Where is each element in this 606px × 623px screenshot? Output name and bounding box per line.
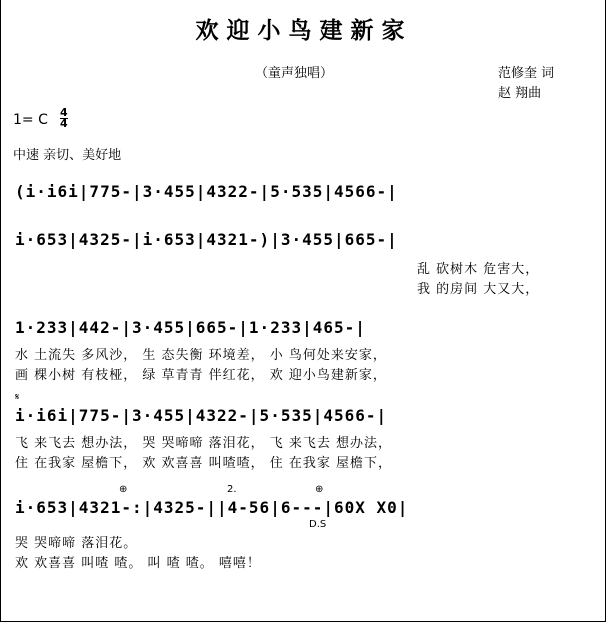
- song-subtitle: （童声独唱）: [255, 66, 334, 81]
- lyric-line-5b: 欢 欢喜喜 叫喳 喳。 叫 喳 喳。 嘻嘻！: [15, 556, 261, 571]
- song-title: 欢迎小鸟建新家: [195, 17, 413, 44]
- time-signature-bottom: 4: [60, 117, 68, 130]
- second-ending-mark: 2.: [227, 484, 237, 495]
- ds-marking: D.S: [309, 519, 327, 530]
- notation-line-1: (i·i6i|775-|3·455|4322-|5·535|4566-|: [15, 182, 398, 201]
- lyricist-credit: 范修奎 词: [498, 66, 555, 81]
- lyric-line-5a: 哭 哭啼啼 落泪花。: [15, 536, 138, 551]
- time-signature-top: 4: [60, 106, 68, 119]
- lyric-line-2b: 我 的房间 大又大，: [417, 282, 540, 297]
- lyric-line-2a: 乱 砍树木 危害大，: [417, 262, 540, 277]
- notation-line-2: i·653|4325-|i·653|4321-)|3·455|665-|: [15, 230, 398, 249]
- composer-credit: 赵 翔曲: [498, 86, 542, 101]
- lyric-line-4b: 住 在我家 屋檐下， 欢 欢喜喜 叫喳喳， 住 在我家 屋檐下，: [15, 456, 393, 471]
- notation-line-5: i·653|4321-:|4325-||4-56|6---|60X X0|: [15, 498, 409, 517]
- notation-line-4: i·i6i|775-|3·455|4322-|5·535|4566-|: [15, 406, 388, 425]
- coda-sign-2: ⊕: [315, 484, 324, 495]
- tempo-marking: 中速 亲切、美好地: [13, 148, 122, 163]
- segno-sign: 𝄋: [15, 392, 20, 403]
- coda-sign: ⊕: [119, 484, 128, 495]
- lyric-line-3b: 画 棵小树 有枝桠， 绿 草青青 伴红花， 欢 迎小鸟建新家，: [15, 368, 387, 383]
- lyric-line-4a: 飞 来飞去 想办法， 哭 哭啼啼 落泪花， 飞 来飞去 想办法，: [15, 436, 393, 451]
- lyric-line-3a: 水 土流失 多风沙， 生 态失衡 环境差， 小 鸟何处来安家，: [15, 348, 387, 363]
- notation-line-3: 1·233|442-|3·455|665-|1·233|465-|: [15, 318, 366, 337]
- time-signature: [60, 108, 68, 129]
- key-signature: 1= C: [13, 112, 48, 128]
